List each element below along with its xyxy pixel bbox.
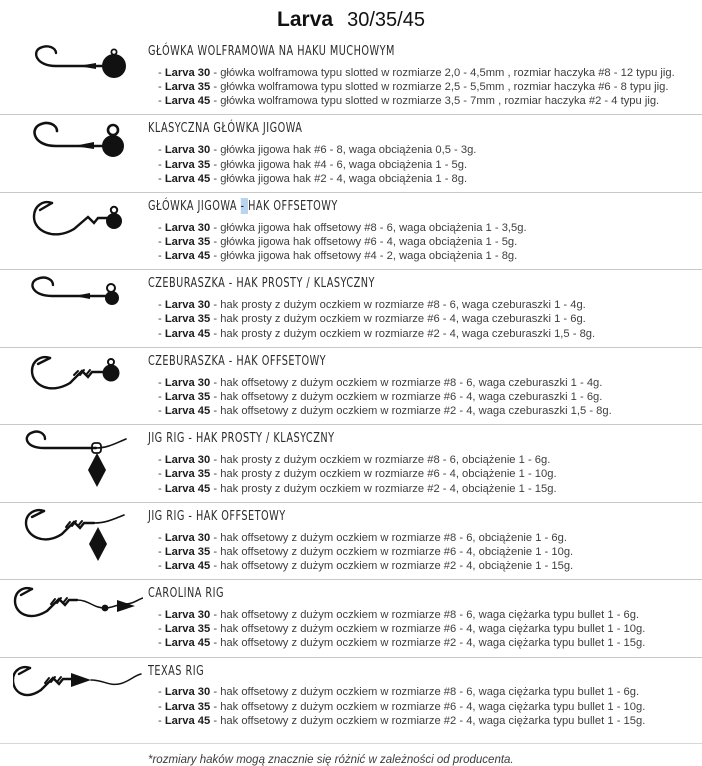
variant-description: - główka wolframowa typu slotted w rozmiarze 2,5 - 5,5mm , rozmiar haczyka #6 - 8 typu jig. [213, 81, 669, 94]
variant-label: Larva 35 [164, 158, 211, 171]
rig-illustration [0, 270, 148, 320]
rig-illustration [0, 658, 148, 708]
variant-bullet-dash: - [158, 95, 162, 108]
variant-label: Larva 30 [164, 686, 211, 699]
rig-section [0, 193, 702, 270]
variant-item [148, 80, 696, 94]
variant-bullet-dash: - [158, 172, 162, 185]
variant-item [148, 467, 696, 481]
variant-description: - hak offsetowy z dużym oczkiem w rozmiarze #6 - 4, waga ciężarka typu bullet 1 - 10g. [213, 700, 646, 713]
variant-description: - hak prosty z dużym oczkiem w rozmiarze #8 - 6, obciążenie 1 - 6g. [213, 454, 551, 467]
variant-list [148, 376, 696, 419]
product-variant-list [0, 38, 702, 734]
variant-description: - główka jigowa hak #2 - 4, waga obciążenia 1 - 8g. [213, 172, 468, 185]
variant-list [148, 608, 696, 651]
variant-description: - główka wolframowa typu slotted w rozmiarze 3,5 - 7mm , rozmiar haczyka #2 - 4 typu jig. [213, 95, 660, 108]
variant-label: Larva 35 [164, 700, 211, 713]
variant-label: Larva 45 [164, 327, 211, 340]
rig-details [148, 115, 702, 191]
rig-details [148, 270, 702, 346]
variant-item [148, 390, 696, 404]
rig-section [0, 503, 702, 580]
variant-description: - hak offsetowy z dużym oczkiem w rozmiarze #2 - 4, waga czeburaszki 1,5 - 8g. [213, 405, 612, 418]
rig-section [0, 580, 702, 657]
variant-description: - hak prosty z dużym oczkiem w rozmiarze #6 - 4, obciążenie 1 - 10g. [213, 468, 557, 481]
variant-list [148, 298, 696, 341]
variant-label: Larva 30 [164, 299, 211, 312]
variant-label: Larva 45 [164, 405, 211, 418]
variant-item [148, 685, 696, 699]
rig-heading: CZEBURASZKA - HAK PROSTY / KLASYCZNY [148, 275, 375, 292]
variant-item [148, 249, 696, 263]
texas-rig-icon [13, 662, 143, 708]
rig-heading-highlight: - [240, 197, 249, 214]
variant-list [148, 453, 696, 496]
variant-description: - główka wolframowa typu slotted w rozmiarze 2,0 - 4,5mm , rozmiar haczyka #8 - 12 typu jig. [213, 66, 675, 79]
variant-description: - hak prosty z dużym oczkiem w rozmiarze #2 - 4, waga czeburaszki 1,5 - 8g. [213, 327, 596, 340]
variant-label: Larva 45 [164, 95, 211, 108]
variant-description: - hak offsetowy z dużym oczkiem w rozmiarze #8 - 6, waga ciężarka typu bullet 1 - 6g. [213, 609, 640, 622]
rig-heading: GŁÓWKA WOLFRAMOWA NA HAKU MUCHOWYM [148, 43, 395, 59]
variant-bullet-dash: - [158, 221, 162, 234]
variant-bullet-dash: - [158, 299, 162, 312]
footer-divider [0, 743, 702, 744]
carolina-rig-icon [13, 584, 143, 630]
rig-heading: TEXAS RIG [148, 662, 205, 679]
variant-item [148, 327, 696, 341]
variant-description: - hak prosty z dużym oczkiem w rozmiarze #8 - 6, waga czeburaszki 1 - 4g. [213, 299, 586, 312]
variant-item [148, 545, 696, 559]
variant-item [148, 453, 696, 467]
variant-list [148, 685, 696, 728]
variant-description: - hak offsetowy z dużym oczkiem w rozmiarze #8 - 6, waga ciężarka typu bullet 1 - 6g. [213, 686, 640, 699]
variant-label: Larva 45 [164, 637, 211, 650]
variant-bullet-dash: - [158, 714, 162, 727]
page-title [0, 0, 702, 34]
rig-illustration [0, 193, 148, 243]
footnote: *rozmiary haków mogą znacznie się różnić w zależności od producenta. [148, 754, 514, 766]
rig-heading: CAROLINA RIG [148, 585, 225, 602]
variant-item [148, 143, 696, 157]
variant-bullet-dash: - [158, 623, 162, 636]
variant-label: Larva 30 [164, 376, 211, 389]
cheburashka-offset-hook-icon [18, 352, 138, 398]
variant-bullet-dash: - [158, 158, 162, 171]
variant-description: - hak offsetowy z dużym oczkiem w rozmiarze #8 - 6, waga czeburaszki 1 - 4g. [213, 376, 603, 389]
rig-details [148, 38, 702, 114]
rig-heading-pre: GŁÓWKA JIGOWA [148, 197, 241, 214]
variant-item [148, 376, 696, 390]
variant-item [148, 66, 696, 80]
variant-list [148, 66, 696, 109]
variant-label: Larva 35 [164, 235, 211, 248]
variant-description: - hak offsetowy z dużym oczkiem w rozmiarze #2 - 4, obciążenie 1 - 15g. [213, 559, 574, 572]
variant-label: Larva 45 [164, 250, 211, 263]
variant-description: - hak offsetowy z dużym oczkiem w rozmiarze #6 - 4, waga ciężarka typu bullet 1 - 10g. [213, 623, 646, 636]
variant-bullet-dash: - [158, 66, 162, 79]
variant-description: - główka jigowa hak offsetowy #8 - 6, waga obciążenia 1 - 3,5g. [213, 221, 527, 234]
rig-details [148, 193, 702, 269]
variant-bullet-dash: - [158, 144, 162, 157]
variant-description: - hak offsetowy z dużym oczkiem w rozmiarze #2 - 4, waga ciężarka typu bullet 1 - 15g. [213, 637, 646, 650]
variant-list [148, 221, 696, 264]
variant-item [148, 404, 696, 418]
rig-illustration [0, 580, 148, 630]
variant-label: Larva 35 [164, 468, 211, 481]
variant-description: - hak prosty z dużym oczkiem w rozmiarze #6 - 4, waga czeburaszki 1 - 6g. [213, 313, 586, 326]
variant-item [148, 312, 696, 326]
variant-description: - główka jigowa hak offsetowy #4 - 2, waga obciążenia 1 - 8g. [213, 250, 518, 263]
variant-item [148, 482, 696, 496]
variant-description: - główka jigowa hak #6 - 8, waga obciążenia 0,5 - 3g. [213, 144, 477, 157]
variant-bullet-dash: - [158, 327, 162, 340]
variant-item [148, 172, 696, 186]
rig-illustration [0, 348, 148, 398]
variant-label: Larva 35 [164, 313, 211, 326]
variant-bullet-dash: - [158, 376, 162, 389]
variant-bullet-dash: - [158, 609, 162, 622]
rig-section [0, 270, 702, 347]
rig-section [0, 115, 702, 192]
variant-label: Larva 30 [164, 66, 211, 79]
variant-bullet-dash: - [158, 454, 162, 467]
rig-illustration [0, 503, 148, 569]
variant-list [148, 143, 696, 186]
variant-bullet-dash: - [158, 686, 162, 699]
variant-bullet-dash: - [158, 468, 162, 481]
rig-heading-post: HAK OFFSETOWY [248, 197, 338, 214]
variant-label: Larva 35 [164, 623, 211, 636]
variant-description: - hak offsetowy z dużym oczkiem w rozmiarze #6 - 4, waga czeburaszki 1 - 6g. [213, 390, 603, 403]
variant-description: - hak offsetowy z dużym oczkiem w rozmiarze #8 - 6, obciążenie 1 - 6g. [213, 531, 567, 544]
variant-item [148, 158, 696, 172]
rig-details [148, 580, 702, 656]
variant-item [148, 94, 696, 108]
rig-illustration [0, 115, 148, 165]
variant-item [148, 531, 696, 545]
variant-description: - hak offsetowy z dużym oczkiem w rozmiarze #2 - 4, waga ciężarka typu bullet 1 - 15g. [213, 714, 646, 727]
tungsten-jig-fly-hook-icon [18, 42, 138, 88]
variant-label: Larva 30 [164, 531, 211, 544]
rig-illustration [0, 425, 148, 491]
variant-bullet-dash: - [158, 700, 162, 713]
variant-label: Larva 45 [164, 172, 211, 185]
rig-section [0, 658, 702, 734]
variant-item [148, 221, 696, 235]
rig-details [148, 425, 702, 501]
rig-illustration [0, 38, 148, 88]
rig-section [0, 38, 702, 115]
rig-heading [148, 199, 696, 214]
variant-label: Larva 30 [164, 454, 211, 467]
variant-bullet-dash: - [158, 390, 162, 403]
variant-bullet-dash: - [158, 81, 162, 94]
rig-section [0, 425, 702, 502]
variant-label: Larva 35 [164, 545, 211, 558]
variant-bullet-dash: - [158, 637, 162, 650]
variant-item [148, 298, 696, 312]
cheburashka-straight-hook-icon [18, 274, 138, 320]
variant-bullet-dash: - [158, 482, 162, 495]
rig-heading: KLASYCZNA GŁÓWKA JIGOWA [148, 120, 303, 137]
variant-label: Larva 35 [164, 81, 211, 94]
jig-rig-straight-hook-icon [18, 429, 138, 491]
rig-section [0, 348, 702, 425]
variant-item [148, 714, 696, 728]
variant-item [148, 622, 696, 636]
variant-item [148, 608, 696, 622]
variant-bullet-dash: - [158, 545, 162, 558]
variant-label: Larva 30 [164, 144, 211, 157]
variant-label: Larva 45 [164, 482, 211, 495]
variant-label: Larva 45 [164, 714, 211, 727]
variant-bullet-dash: - [158, 559, 162, 572]
variant-bullet-dash: - [158, 235, 162, 248]
variant-label: Larva 30 [164, 609, 211, 622]
variant-item [148, 700, 696, 714]
variant-description: - hak offsetowy z dużym oczkiem w rozmiarze #6 - 4, obciążenie 1 - 10g. [213, 545, 574, 558]
variant-list [148, 531, 696, 574]
classic-jig-head-icon [18, 119, 138, 165]
variant-bullet-dash: - [158, 531, 162, 544]
variant-bullet-dash: - [158, 250, 162, 263]
variant-bullet-dash: - [158, 405, 162, 418]
rig-heading: JIG RIG - HAK PROSTY / KLASYCZNY [148, 430, 335, 447]
variant-item [148, 235, 696, 249]
variant-description: - główka jigowa hak offsetowy #6 - 4, waga obciążenia 1 - 5g. [213, 235, 518, 248]
offset-jig-head-icon [18, 197, 138, 243]
page-title-sizes: 30/35/45 [347, 9, 425, 31]
variant-item [148, 559, 696, 573]
rig-heading: CZEBURASZKA - HAK OFFSETOWY [148, 352, 327, 369]
rig-details [148, 503, 702, 579]
rig-heading: JIG RIG - HAK OFFSETOWY [148, 507, 286, 524]
page-title-name: Larva [277, 8, 334, 31]
variant-label: Larva 30 [164, 221, 211, 234]
variant-item [148, 636, 696, 650]
rig-details [148, 658, 702, 734]
jig-rig-offset-hook-icon [18, 507, 138, 569]
rig-details [148, 348, 702, 424]
variant-description: - hak prosty z dużym oczkiem w rozmiarze #2 - 4, obciążenie 1 - 15g. [213, 482, 557, 495]
variant-description: - główka jigowa hak #4 - 6, waga obciążenia 1 - 5g. [213, 158, 468, 171]
variant-bullet-dash: - [158, 313, 162, 326]
variant-label: Larva 35 [164, 390, 211, 403]
variant-label: Larva 45 [164, 559, 211, 572]
